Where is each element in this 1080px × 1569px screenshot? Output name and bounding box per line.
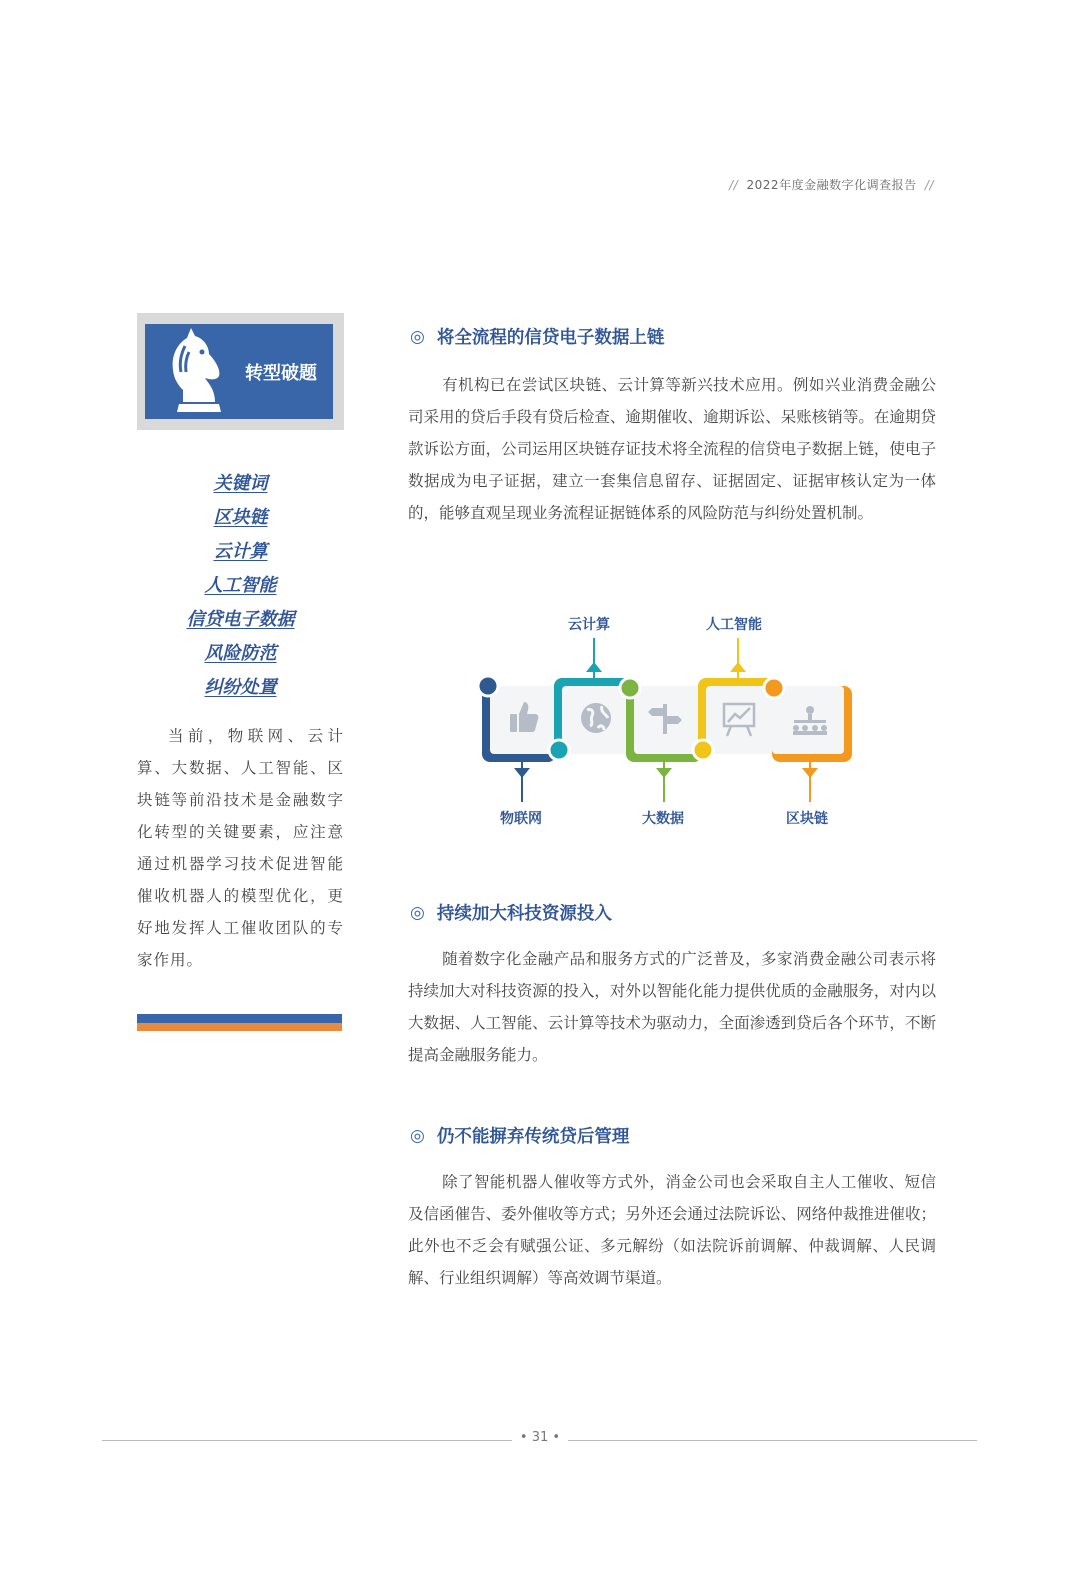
keyword-link[interactable]: 纠纷处置 xyxy=(204,677,277,698)
tech-process-diagram xyxy=(466,606,866,832)
footer-rule-left xyxy=(102,1440,512,1441)
footer-rule-right xyxy=(568,1440,977,1441)
diagram-label-bottom: 区块链 xyxy=(786,811,828,827)
ring-bullet-icon: ◎ xyxy=(410,902,425,923)
section-heading xyxy=(410,324,664,349)
page-number: • 31 • xyxy=(519,1430,561,1445)
globe-icon xyxy=(581,703,611,733)
keywords-title: 关键词 xyxy=(213,473,268,494)
keyword-link[interactable]: 人工智能 xyxy=(204,575,277,596)
chess-knight-icon xyxy=(159,324,229,419)
keyword-link[interactable]: 信贷电子数据 xyxy=(186,609,295,630)
section-paragraph: 随着数字化金融产品和服务方式的广泛普及，多家消费金融公司表示将持续加大对科技资源的投入，对外以智能化能力提供优质的金融服务，对内以大数据、人工智能、云计算等技术为驱动力，全面渗透到贷后各个环节，不断提高金融服务能力。 xyxy=(408,950,936,1064)
diagram-label-bottom: 物联网 xyxy=(500,811,542,827)
diagram-label-bottom: 大数据 xyxy=(642,811,684,827)
section-title: 仍不能摒弃传统贷后管理 xyxy=(436,1127,630,1147)
sidebar-brand-banner xyxy=(145,324,333,419)
section-title: 将全流程的信贷电子数据上链 xyxy=(436,328,665,348)
diagram-label-top: 云计算 xyxy=(568,617,610,633)
sidebar-note: 当前，物联网、云计算、大数据、人工智能、区块链等前沿技术是金融数字化转型的关键要素，应注意通过机器学习技术促进智能催收机器人的模型优化，更好地发挥人工催收团队的专家作用。 xyxy=(137,727,344,969)
keyword-link[interactable]: 云计算 xyxy=(213,541,268,562)
diagram-label-top: 人工智能 xyxy=(706,617,762,633)
keyword-link[interactable]: 区块链 xyxy=(213,507,268,528)
process-infographic xyxy=(466,606,866,832)
section-heading xyxy=(410,1123,629,1148)
keyword-link[interactable]: 风险防范 xyxy=(204,643,277,664)
sidebar-brand-title: 转型破题 xyxy=(245,362,317,384)
ring-bullet-icon: ◎ xyxy=(410,326,425,347)
header-slash-left: // xyxy=(729,178,739,192)
keywords-list xyxy=(137,467,344,705)
report-title: 2022年度金融数字化调查报告 xyxy=(746,178,917,192)
ring-bullet-icon: ◎ xyxy=(410,1125,425,1146)
sidebar-brand-box xyxy=(137,313,344,430)
header-slash-right: // xyxy=(924,178,934,192)
sidebar-divider xyxy=(137,1014,342,1031)
section-paragraph: 除了智能机器人催收等方式外，消金公司也会采取自主人工催收、短信及信函催告、委外催收等方式；另外还会通过法院诉讼、网络仲裁推进催收；此外也不乏会有赋强公证、多元解纷（如法院诉前调解、仲裁调解、人民调解、行业组织调解）等高效调节渠道。 xyxy=(408,1173,936,1287)
running-header xyxy=(725,176,938,193)
section-paragraph: 有机构已在尝试区块链、云计算等新兴技术应用。例如兴业消费金融公司采用的贷后手段有贷后检查、逾期催收、逾期诉讼、呆账核销等。在逾期贷款诉讼方面，公司运用区块链存证技术将全流程的信贷电子数据上链，使电子数据成为电子证据，建立一套集信息留存、证据固定、证据审核认定为一体的，能够直观呈现业务流程证据链体系的风险防范与纠纷处置机制。 xyxy=(408,376,936,522)
section-title: 持续加大科技资源投入 xyxy=(436,904,612,924)
section-heading xyxy=(410,900,612,925)
